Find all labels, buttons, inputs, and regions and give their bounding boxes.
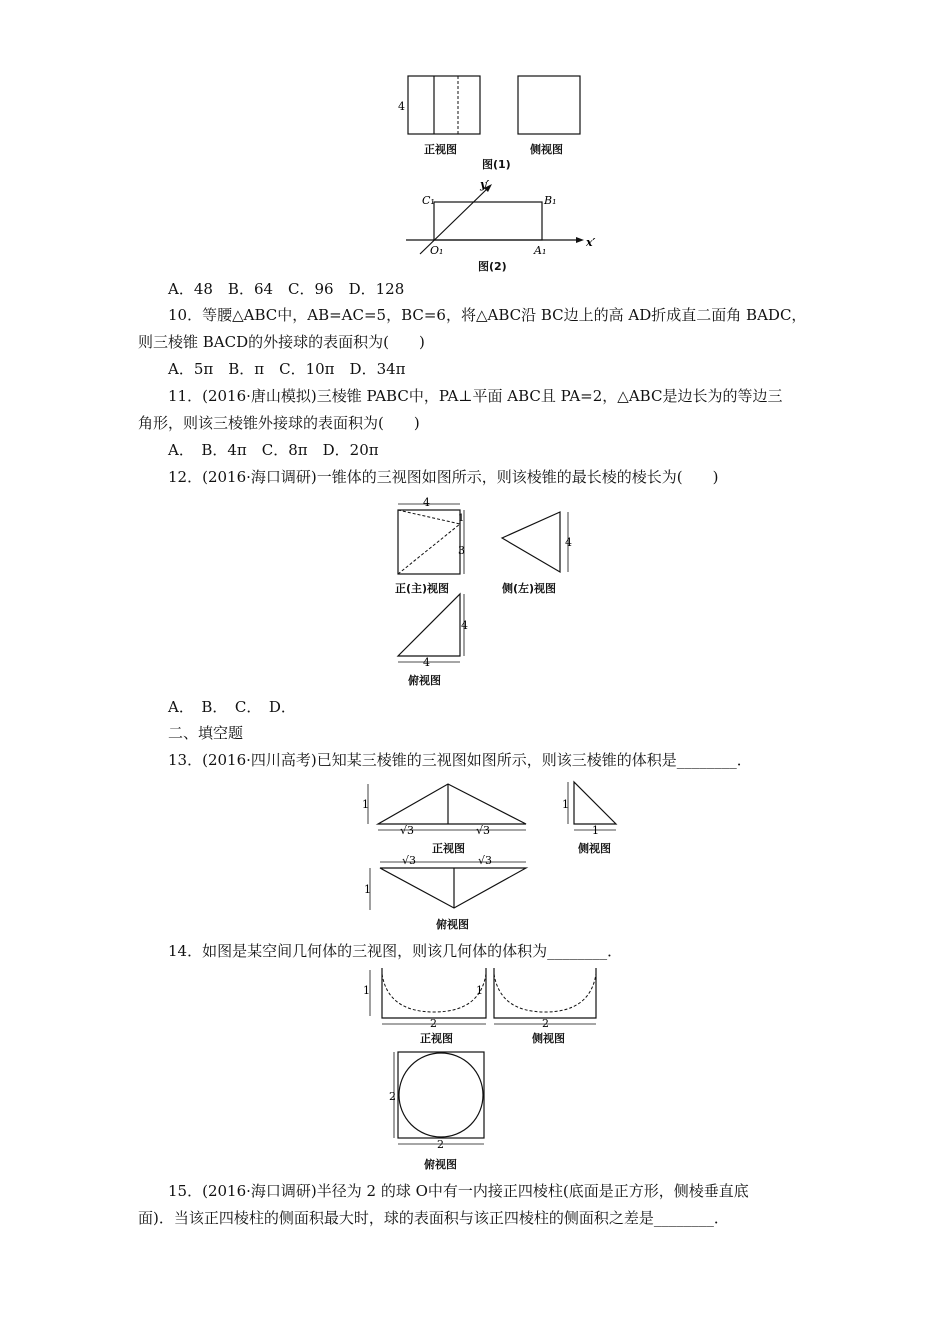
plan-sqrt3-right: √3 xyxy=(478,854,493,867)
side-dashed-arc xyxy=(494,974,596,1012)
caption-q12-plan: 俯视图 xyxy=(408,674,441,687)
caption-q14-front: 正视图 xyxy=(420,1032,453,1045)
plan-dim-right-4: 4 xyxy=(461,619,468,632)
figure-1-drawing xyxy=(398,72,588,142)
q14-three-views xyxy=(360,966,610,1176)
q12-line: 12．(2016·海口调研)一锥体的三视图如图所示，则该棱锥的最长棱的棱长为( ) xyxy=(168,468,719,486)
dim-1: 1 xyxy=(458,513,465,524)
front-w-2: 2 xyxy=(430,1017,437,1030)
side-h-1: 1 xyxy=(562,798,569,811)
plan-h-1: 1 xyxy=(364,883,371,896)
front-h-1: 1 xyxy=(363,984,370,997)
side-h-1: 1 xyxy=(476,984,483,997)
side-dim-4: 4 xyxy=(565,536,572,549)
q13-line: 13．(2016·四川高考)已知某三棱锥的三视图如图所示，则该三棱锥的体积是________． xyxy=(168,751,752,769)
figure-rect xyxy=(434,202,542,240)
figure-1-three-views xyxy=(398,72,588,142)
q10-line-1: 10．等腰△ABC中，AB=AC=5，BC=6，将△ABC沿 BC边上的高 AD折成直二面角 BADC， xyxy=(168,306,807,324)
label-y: y′ xyxy=(480,178,490,191)
side-view-rect xyxy=(518,76,580,134)
dim-3: 3 xyxy=(458,544,465,557)
section-2-heading: 二、填空题 xyxy=(168,724,244,742)
front-sqrt3-right: √3 xyxy=(476,824,491,837)
caption-q13-front: 正视图 xyxy=(432,842,465,855)
caption-figure-1: 图(1) xyxy=(482,158,511,171)
front-dash-2 xyxy=(398,524,460,574)
q12-options: A． B． C． D． xyxy=(168,698,296,716)
side-triangle xyxy=(574,782,616,824)
q10-line-2: 则三棱锥 BACD的外接球的表面积为( ) xyxy=(138,333,425,351)
caption-front-view: 正视图 xyxy=(424,143,457,156)
dim-top-4: 4 xyxy=(423,496,430,509)
q11-line-1: 11．(2016·唐山模拟)三棱锥 PABC中，PA⊥平面 ABC且 PA=2，△ABC是边长为的等边三 xyxy=(168,387,783,405)
plan-triangle xyxy=(380,868,526,908)
caption-q14-side: 侧视图 xyxy=(532,1032,565,1045)
front-outline xyxy=(382,968,486,1018)
plan-circle xyxy=(399,1053,483,1137)
front-square xyxy=(398,510,460,574)
q15-line-1: 15．(2016·海口调研)半径为 2 的球 O中有一内接正四棱柱(底面是正方形，侧棱垂直底 xyxy=(168,1182,749,1200)
caption-side-view: 侧视图 xyxy=(530,143,563,156)
plan-triangle xyxy=(398,594,460,656)
caption-q13-side: 侧视图 xyxy=(578,842,611,855)
front-dash-1 xyxy=(398,510,460,524)
front-dashed-arc xyxy=(382,974,486,1012)
label-o1: O₁ xyxy=(430,244,444,257)
caption-q13-plan: 俯视图 xyxy=(436,918,469,931)
caption-q12-side: 侧(左)视图 xyxy=(502,582,557,595)
label-a1: A₁ xyxy=(534,244,547,257)
label-c1: C₁ xyxy=(422,194,435,207)
plan-sqrt3-left: √3 xyxy=(402,854,417,867)
plan-w-2: 2 xyxy=(437,1138,444,1151)
q11-options: A． B．4π C．8π D．20π xyxy=(168,441,379,459)
label-x: x′ xyxy=(586,236,596,249)
side-base-1: 1 xyxy=(592,824,599,837)
figure-2-drawing xyxy=(402,174,602,258)
figure-2-oblique-axes xyxy=(402,174,602,258)
front-sqrt3-left: √3 xyxy=(400,824,415,837)
front-view-rect xyxy=(408,76,480,134)
plan-dim-bottom-4: 4 xyxy=(423,656,430,669)
q11-line-2: 角形，则该三棱锥外接球的表面积为( ) xyxy=(138,414,420,432)
side-w-2: 2 xyxy=(542,1017,549,1030)
plan-h-2: 2 xyxy=(389,1090,396,1103)
dim-4: 4 xyxy=(398,100,405,113)
front-triangle xyxy=(378,784,526,824)
caption-figure-2: 图(2) xyxy=(478,260,507,273)
caption-q14-plan: 俯视图 xyxy=(424,1158,457,1171)
q14-drawing xyxy=(360,966,610,1176)
front-h-1: 1 xyxy=(362,798,369,811)
caption-q12-front: 正(主)视图 xyxy=(395,582,450,595)
side-outline xyxy=(494,968,596,1018)
side-triangle xyxy=(502,512,560,572)
x-axis-arrow xyxy=(576,237,584,243)
q14-line: 14．如图是某空间几何体的三视图，则该几何体的体积为________． xyxy=(168,942,623,960)
q10-options: A．5π B．π C．10π D．34π xyxy=(168,360,406,378)
q9-options: A．48 B．64 C．96 D．128 xyxy=(168,280,405,298)
q15-line-2: 面)．当该正四棱柱的侧面积最大时，球的表面积与该正四棱柱的侧面积之差是________． xyxy=(138,1209,729,1227)
label-b1: B₁ xyxy=(544,194,557,207)
